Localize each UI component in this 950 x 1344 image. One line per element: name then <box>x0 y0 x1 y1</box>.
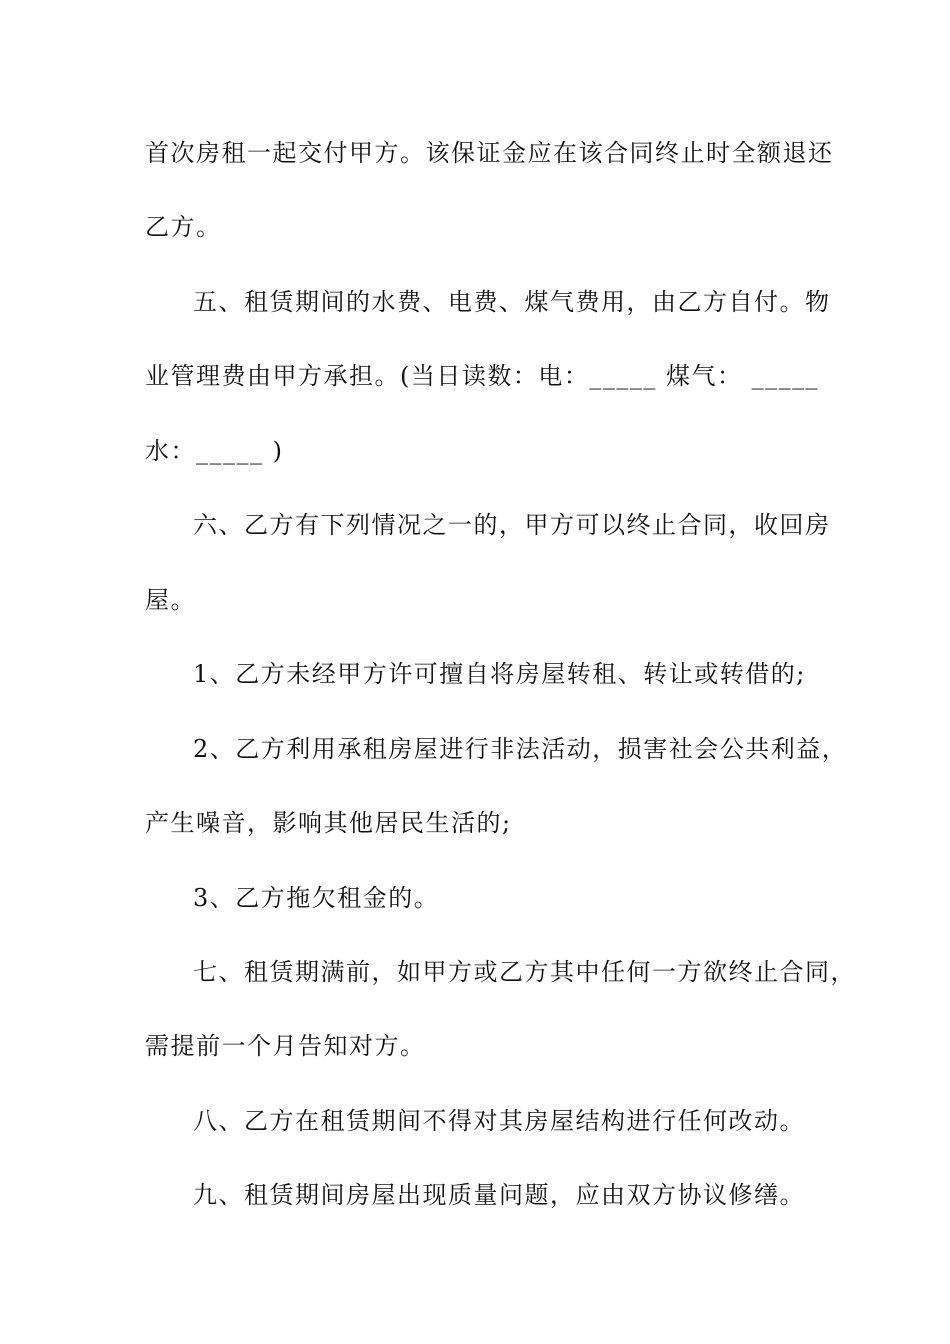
clause-8: 八、乙方在租赁期间不得对其房屋结构进行任何改动。 <box>193 1107 805 1135</box>
text-line: 业管理费由甲方承担。(当日读数：电：_____ 煤气： _____ <box>145 362 820 390</box>
text-line: 产生噪音，影响其他居民生活的; <box>145 809 512 837</box>
clause-9: 九、租赁期间房屋出现质量问题，应由双方协议修缮。 <box>193 1181 805 1209</box>
text-line: 需提前一个月告知对方。 <box>145 1032 426 1060</box>
clause-5: 五、租赁期间的水费、电费、煤气费用，由乙方自付。物 <box>193 288 831 316</box>
text-line: 乙方。 <box>145 213 222 241</box>
clause-6: 六、乙方有下列情况之一的，甲方可以终止合同，收回房 <box>193 511 831 539</box>
sub-item-3: 3、乙方拖欠租金的。 <box>193 884 440 912</box>
clause-7: 七、租赁期满前，如甲方或乙方其中任何一方欲终止合同， <box>193 958 856 986</box>
sub-item-1: 1、乙方未经甲方许可擅自将房屋转租、转让或转借的; <box>193 660 806 688</box>
text-line: 水：_____ ) <box>145 437 284 465</box>
text-line: 首次房租一起交付甲方。该保证金应在该合同终止时全额退还 <box>145 139 834 167</box>
sub-item-2: 2、乙方利用承租房屋进行非法活动，损害社会公共利益， <box>193 735 848 763</box>
text-line: 屋。 <box>145 586 196 614</box>
